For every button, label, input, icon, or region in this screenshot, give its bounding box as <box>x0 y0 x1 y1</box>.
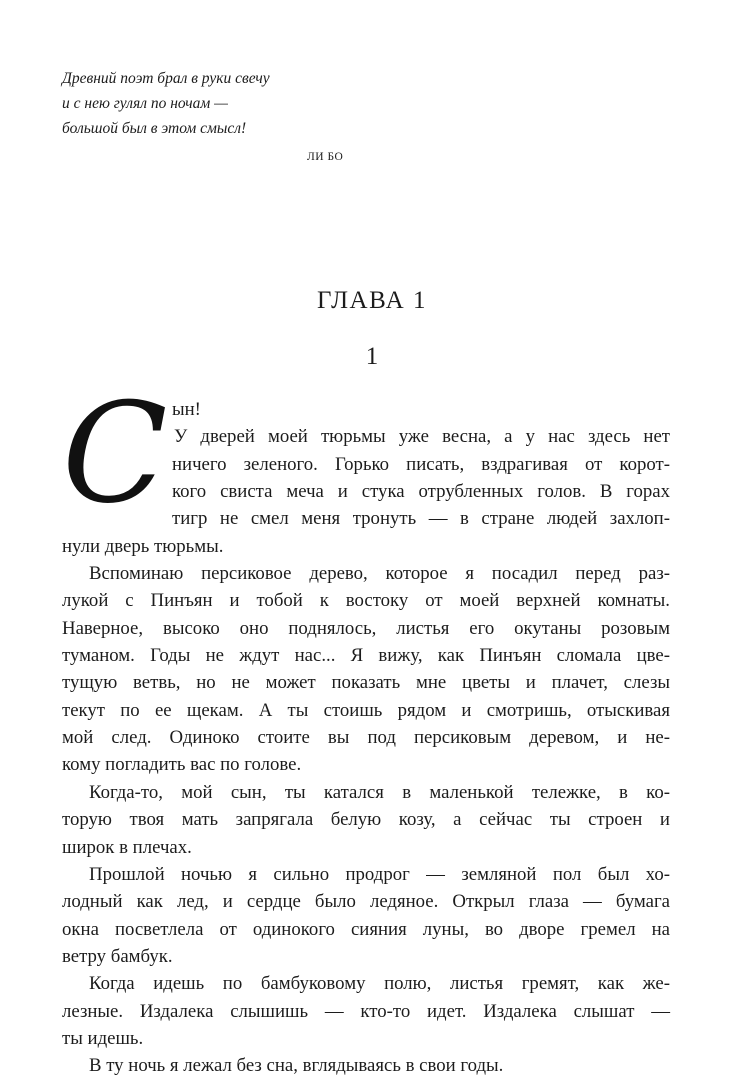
section-number: 1 <box>365 343 379 370</box>
text-line: туманом. Годы не ждут нас... Я вижу, как Пинъян сломала цве- <box>62 645 670 667</box>
text-line: мой след. Одиноко стоите вы под персиковым деревом, и не- <box>62 727 670 749</box>
text-line: ын! <box>172 399 201 420</box>
text-line: лукой с Пинъян и тобой к востоку от моей верхней комнаты. <box>62 590 670 612</box>
text-line: тигр не смел меня тронуть — в стране людей захлоп- <box>172 508 670 530</box>
text-line: ничего зеленого. Горько писать, вздрагивая от корот- <box>172 453 670 475</box>
text-line: торую твоя мать запрягала белую козу, а сейчас ты строен и <box>62 809 670 831</box>
text-line: ты идешь. <box>62 1027 144 1049</box>
text-line: У дверей моей тюрьмы уже весна, а у нас здесь нет <box>174 426 670 448</box>
text-line: В ту ночь я лежал без сна, вглядываясь в свои годы. <box>89 1055 504 1077</box>
drop-cap: С <box>62 373 168 534</box>
text-line: ветру бамбук. <box>62 945 173 967</box>
epigraph <box>62 66 344 163</box>
text-line: Наверное, высоко оно поднялось, листья его окутаны розовым <box>62 617 670 639</box>
text-line: широк в плечах. <box>62 836 192 858</box>
text-line: тущую ветвь, но не может показать мне цветы и плачет, слезы <box>62 672 670 694</box>
epigraph-author: ЛИ БО <box>307 151 344 163</box>
body-text <box>62 396 670 1080</box>
text-line: лезные. Издалека слышишь — кто-то идет. Издалека слышат — <box>62 1000 670 1022</box>
text-line: лодный как лед, и сердце было ледяное. Открыл глаза — бумага <box>62 891 670 913</box>
text-line: окна посветлела от одинокого сияния луны, во дворе гремел на <box>62 918 670 940</box>
text-line: Когда-то, мой сын, ты катался в маленькой тележке, в ко- <box>89 781 670 803</box>
text-line: Когда идешь по бамбуковому полю, листья гремят, как же- <box>89 973 670 995</box>
text-line: нули дверь тюрьмы. <box>62 535 224 557</box>
text-line: текут по ее щекам. А ты стоишь рядом и смотришь, отыскивая <box>62 699 670 721</box>
text-line: Прошлой ночью я сильно продрог — земляной пол был хо- <box>89 863 670 885</box>
chapter-title: ГЛАВА 1 <box>317 287 427 314</box>
text-line: кому погладить вас по голове. <box>62 754 302 776</box>
text-line: кого свиста меча и стука отрубленных голов. В горах <box>172 481 670 503</box>
epigraph-line: и с нею гулял по ночам — <box>62 95 228 112</box>
epigraph-line: большой был в этом смысл! <box>62 120 247 137</box>
text-line: Вспоминаю персиковое дерево, которое я посадил перед раз- <box>89 563 670 585</box>
epigraph-line: Древний поэт брал в руки свечу <box>62 70 270 87</box>
